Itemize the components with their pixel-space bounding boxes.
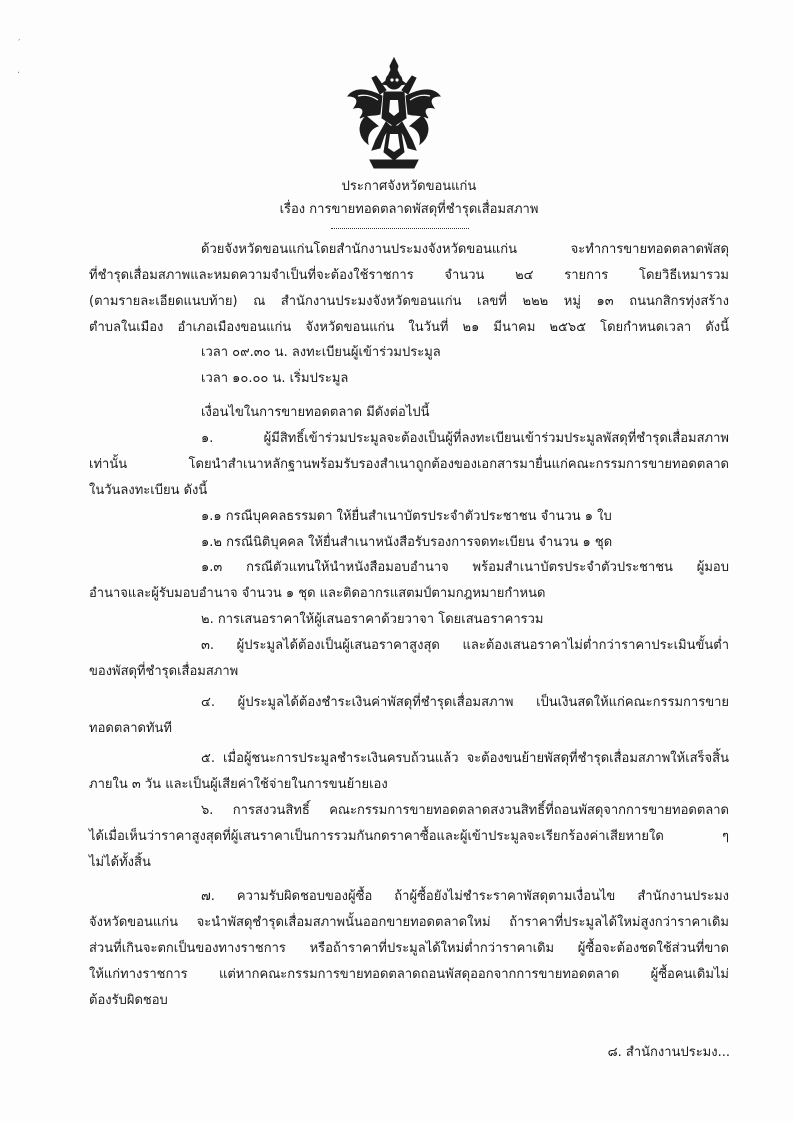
body-line: ตำบลในเมือง อำเภอเมืองขอนแก่น จังหวัดขอนแก่น ในวันที่ ๒๑ มีนาคม ๒๕๖๕ โดยกำหนดเวลา ดังนี้ <box>89 320 729 335</box>
condition-1-1: ๑.๑ กรณีบุคคลธรรมดา ให้ยื่นสำเนาบัตรประจำตัวประชาชน จำนวน ๑ ใบ <box>201 509 612 524</box>
body-line: ส่วนที่เกินจะตกเป็นของทางราชการ หรือถ้าราคาที่ประมูลได้ใหม่ต่ำกว่าราคาเดิม ผู้ซื้อจะต้องชดใช้ส่วนที่ขาด <box>89 941 729 956</box>
scan-mark: · <box>17 68 21 79</box>
body-line: ต้องรับผิดชอบ <box>89 993 168 1008</box>
garuda-emblem-icon <box>346 56 442 172</box>
body-line: เท่านั้น โดยนำสำเนาหลักฐานพร้อมรับรองสำเนาถูกต้องของเอกสารมายื่นแก่คณะกรรมการขายทอดตลาด <box>89 457 729 472</box>
body-line: ไม่ได้ทั้งสิ้น <box>89 855 151 870</box>
condition-2: ๒. การเสนอราคาให้ผู้เสนอราคาด้วยวาจา โดยเสนอราคารวม <box>201 612 544 627</box>
condition-5: ๕. เมื่อผู้ชนะการประมูลชำระเงินครบถ้วนแล้ว จะต้องขนย้ายพัสดุที่ชำรุดเสื่อมสภาพให้เสร็จสิ้น <box>201 751 729 766</box>
body-line: ให้แก่ทางราชการ แต่หากคณะกรรมการขายทอดตลาดถอนพัสดุออกจากการขายทอดตลาด ผู้ซื้อคนเดิมไม่ <box>89 967 729 982</box>
condition-1: ๑. ผู้มีสิทธิ์เข้าร่วมประมูลจะต้องเป็นผู้ที่ลงทะเบียนเข้าร่วมประมูลพัสดุที่ชำรุดเสื่อมสภาพ <box>201 431 729 446</box>
body-line: ของพัสดุที่ชำรุดเสื่อมสภาพ <box>89 664 239 679</box>
announcement-title: ประกาศจังหวัดขอนแก่น <box>341 179 477 194</box>
body-line: อำนาจและผู้รับมอบอำนาจ จำนวน ๑ ชุด และติดอากรแสตมป์ตามกฎหมายกำหนด <box>89 586 546 601</box>
condition-1-2: ๑.๒ กรณีนิติบุคคล ให้ยื่นสำเนาหนังสือรับรองการจดทะเบียน จำนวน ๑ ชุด <box>201 535 613 550</box>
body-line: ด้วยจังหวัดขอนแก่นโดยสำนักงานประมงจังหวัดขอนแก่น จะทำการขายทอดตลาดพัสดุ <box>201 242 729 257</box>
body-line: ได้เมื่อเห็นว่าราคาสูงสุดที่ผู้เสนราคาเป็นการรวมกันกดราคาซื้อและผู้เข้าประมูลจะเรียกร้องค่าเสียหายใด ๆ <box>89 829 729 844</box>
condition-6: ๖. การสงวนสิทธิ์ คณะกรรมการขายทอดตลาดสงวนสิทธิ์ที่ถอนพัสดุจากการขายทอดตลาด <box>201 803 729 818</box>
body-line: ทอดตลาดทันที <box>89 721 172 736</box>
body-line: (ตามรายละเอียดแนบท้าย) ณ สำนักงานประมงจังหวัดขอนแก่น เลขที่ ๒๒๒ หมู่ ๑๓ ถนนกสิกรทุ่งสร้าง <box>89 294 729 309</box>
scan-mark: ′ <box>18 38 21 49</box>
condition-1-3: ๑.๓ กรณีตัวแทนให้นำหนังสือมอบอำนาจ พร้อมสำเนาบัตรประจำตัวประชาชน ผู้มอบ <box>201 560 729 575</box>
body-line: ภายใน ๓ วัน และเป็นผู้เสียค่าใช้จ่ายในการขนย้ายเอง <box>89 777 388 792</box>
condition-4: ๔. ผู้ประมูลได้ต้องชำระเงินค่าพัสดุที่ชำรุดเสื่อมสภาพ เป็นเงินสดให้แก่คณะกรรมการขาย <box>201 695 729 710</box>
condition-7: ๗. ความรับผิดชอบของผู้ซื้อ ถ้าผู้ซื้อยังไม่ชำระราคาพัสดุตามเงื่อนไข สำนักงานประมง <box>201 889 729 904</box>
conditions-heading: เงื่อนไขในการขายทอดตลาด มีดังต่อไปนี้ <box>201 405 430 420</box>
schedule-start: เวลา ๑๐.๐๐ น. เริ่มประมูล <box>201 371 349 386</box>
condition-3: ๓. ผู้ประมูลได้ต้องเป็นผู้เสนอราคาสูงสุด และต้องเสนอราคาไม่ต่ำกว่าราคาประเมินขั้นต่ำ <box>201 638 729 653</box>
body-line: ในวันลงทะเบียน ดังนี้ <box>89 483 208 498</box>
announcement-subject: เรื่อง การขายทอดตลาดพัสดุที่ชำรุดเสื่อมสภาพ <box>279 202 539 217</box>
body-line: ที่ชำรุดเสื่อมสภาพและหมดความจำเป็นที่จะต้องใช้ราชการ จำนวน ๒๔ รายการ โดยวิธีเหมารวม <box>89 268 729 283</box>
schedule-registration: เวลา ๐๙.๓๐ น. ลงทะเบียนผู้เข้าร่วมประมูล <box>201 345 441 360</box>
body-line: จังหวัดขอนแก่น จะนำพัสดุชำรุดเสื่อมสภาพนั้นออกขายทอดตลาดใหม่ ถ้าราคาที่ประมูลได้ใหม่สูงกว่าราคาเดิม <box>89 915 729 930</box>
dotted-separator <box>331 228 469 229</box>
page-continuation: ๘. สำนักงานประมง... <box>607 1045 730 1060</box>
